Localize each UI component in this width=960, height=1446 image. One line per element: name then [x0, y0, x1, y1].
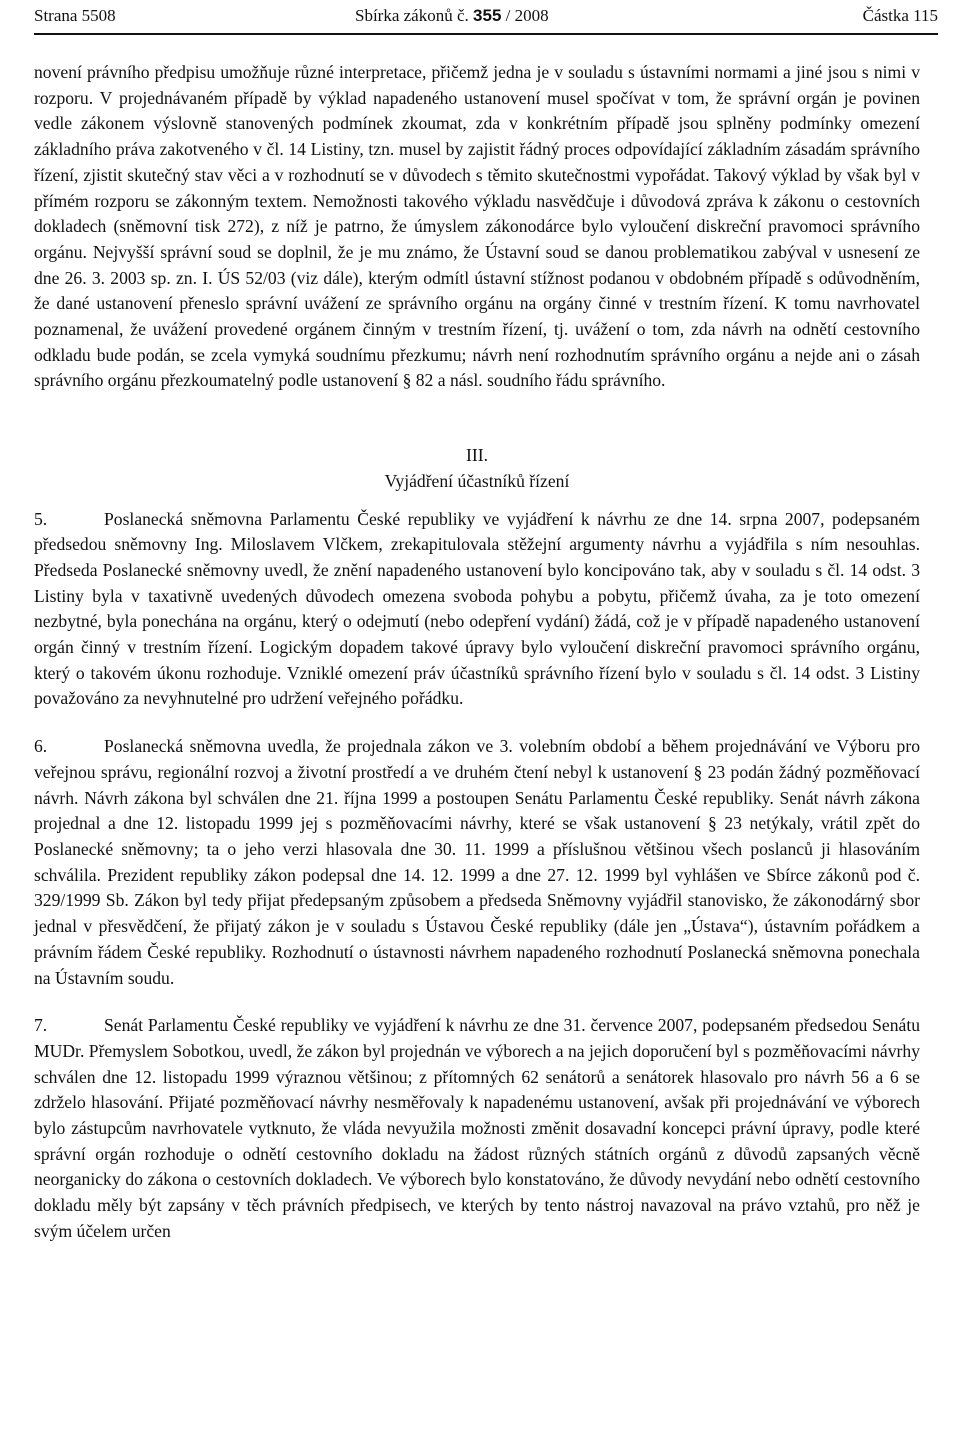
law-year: / 2008 [501, 6, 549, 25]
section-numeral: III. [466, 445, 488, 466]
paragraph-text: Senát Parlamentu České republiky ve vyjádření k návrhu ze dne 31. července 2007, podepsaném předsedou Senátu MUDr. Přemyslem Sobotkou, uvedl, že zákon byl projednán ve výborech a na jejich doporučení byl s pozměňovacími návrhy schválen dne 12. listopadu 1999 výraznou většinou; z přítomných 62 senátorů a senátorek hlasovalo pro návrh 56 a 6 se zdrželo hlasování. Přijaté pozměňovací návrhy nesměřovaly k napadenému ustanovení, avšak při projednávání ve výborech bylo zástupcům navrhovatele vytknuto, že vláda nevyužila možnosti změnit dosavadní koncepci právní úpravy, podle které správní orgán rozhoduje o odnětí cestovního dokladu na žádost různých státních orgánů z důvodů zapsaných věcně neorganicky do zákona o cestovních dokladech. Ve výborech bylo konstatováno, že důvody nevydání nebo odnětí cestovního dokladu měly být zapsány v těch právních předpisech, ve kterých by tento nástroj navazoval na právo vztahů, pro něž je svým účelem určen [34, 1015, 920, 1241]
part-number: Částka 115 [862, 6, 938, 25]
paragraph-number: 5. [34, 508, 48, 529]
header-divider [34, 33, 938, 35]
collection-reference [355, 6, 549, 26]
page-number: Strana 5508 [34, 6, 116, 25]
paragraph-number: 6. [34, 736, 48, 757]
paragraph-7 [34, 1013, 920, 1244]
paragraph-number: 7. [34, 1015, 48, 1036]
law-number: 355 [473, 6, 502, 25]
paragraph-5 [34, 507, 920, 713]
collection-label: Sbírka zákonů č. [355, 6, 469, 25]
page-body [34, 60, 920, 1245]
section-title: Vyjádření účastníků řízení [384, 470, 570, 491]
intro-paragraph: novení právního předpisu umožňuje různé interpretace, přičemž jedna je v souladu s ústavními normami a jiné jsou s nimi v rozporu. V projednávaném případě by výklad napadeného ustanovení musel spočívat v tom, že správní orgán je povinen vedle zákonem výslovně stanovených podmínek zkoumat, zda v konkrétním případě jsou splněny podmínky omezení základního práva zakotveného v čl. 14 Listiny, tzn. musel by zajistit řádný proces odpovídající základním zásadám správního řízení, zjistit skutečný stav věci a v rozhodnutí se v důvodech s těmito skutečnostmi vypořádat. Takový výklad by však byl v přímém rozporu se zákonným textem. Nemožnosti takového výkladu nasvědčuje i důvodová zpráva k zákonu o cestovních dokladech (sněmovní tisk 272), z níž je patrno, že úmyslem zákonodárce bylo vyloučení diskreční pravomoci správního orgánu. Nejvyšší správní soud se doplnil, že je mu známo, že Ústavní soud se danou problematikou zabýval v usnesení ze dne 26. 3. 2003 sp. zn. I. ÚS 52/03 (viz dále), kterým odmítl ústavní stížnost podanou v obdobném případě s odůvodněním, že dané ustanovení přeneslo správní uvážení ze správního orgánu na orgány činné v trestním řízení. K tomu navrhovatel poznamenal, že uvážení provedené orgánem činným v trestním řízení, tj. uvážení o tom, zda návrh na odnětí cestovního odkladu bude podán, se zcela vymyká soudnímu přezkumu; návrh není rozhodnutím správního orgánu a nejde ani o zásah správního orgánu přezkoumatelný podle ustanovení § 82 a násl. soudního řádu správního. [34, 62, 920, 391]
paragraph-text: Poslanecká sněmovna Parlamentu České republiky ve vyjádření k návrhu ze dne 14. srpna 2007, podepsaném předsedou sněmovny Ing. Miloslavem Vlčkem, zrekapitulovala stěžejní argumenty návrhu a vyjádřila s ním nesouhlas. Předseda Poslanecké sněmovny uvedl, že znění napadeného ustanovení bylo koncipováno tak, aby v souladu s čl. 14 odst. 3 Listiny byla v taxativně uvedených důvodech omezena svoboda pohybu a pobytu, přičemž úvaha, za je toto omezení nezbytné, byla ponechána na orgánu, který o odejmutí (nebo odepření vydání) žádá, což je v případě napadeného ustanovení orgán činný v trestním řízení. Logickým dopadem takové úpravy bylo vyloučení diskreční pravomoci správního orgánu, který o takovém úkonu rozhoduje. Vzniklé omezení práv účastníků správního řízení bylo v souladu s čl. 14 odst. 3 Listiny považováno za nevyhnutelné pro udržení veřejného pořádku. [34, 508, 920, 709]
page-header [34, 6, 938, 34]
paragraph-text: Poslanecká sněmovna uvedla, že projednala zákon ve 3. volebním období a během projednávání ve Výboru pro veřejnou správu, regionální rozvoj a životní prostředí a ve druhém čtení nebyl k ustanovení § 23 podán žádný pozměňovací návrh. Návrh zákona byl schválen dne 21. října 1999 a postoupen Senátu Parlamentu České republiky. Senát návrh zákona projednal a dne 12. listopadu 1999 jej s pozměňovacími návrhy, které se však ustanovení § 23 netýkaly, vrátil zpět do Poslanecké sněmovny; ta o jeho verzi hlasovala dne 30. 11. 1999 a příslušnou většinou všech poslanců ji hlasováním schválila. Prezident republiky zákon podepsal dne 14. 12. 1999 a dne 27. 12. 1999 byl vyhlášen ve Sbírce zákonů pod č. 329/1999 Sb. Zákon byl tedy přijat předepsaným způsobem a předseda Sněmovny vyjádřil stanovisko, že zákonodárný sbor jednal v přesvědčení, že přijatý zákon je v souladu s Ústavou České republiky (dále jen „Ústava“), ústavním pořádkem a právním řádem České republiky. Rozhodnutí o ústavnosti návrhem napadeného rozhodnutí Poslanecká sněmovna ponechala na Ústavním soudu. [34, 736, 920, 988]
paragraph-6 [34, 734, 920, 991]
